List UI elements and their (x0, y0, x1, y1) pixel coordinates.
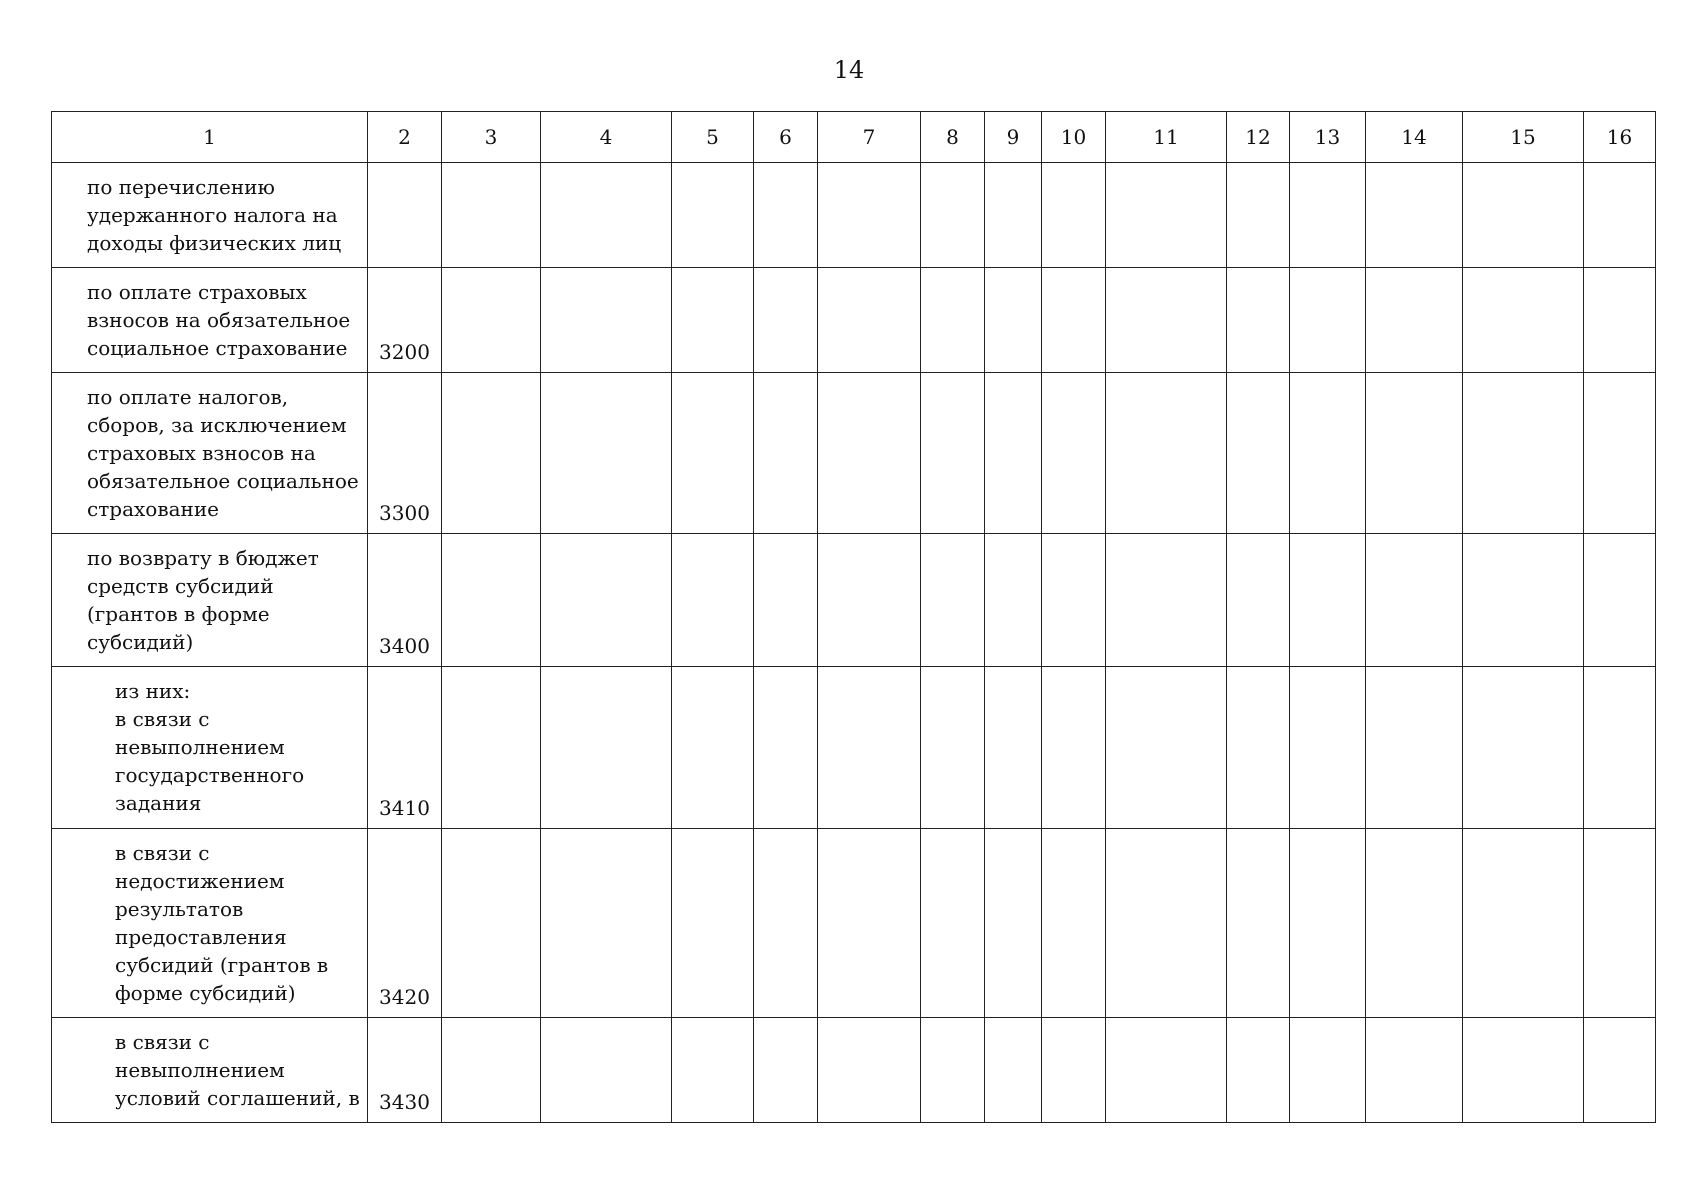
table-row (52, 667, 1656, 829)
data-cell[interactable] (754, 829, 818, 1018)
column-header: 7 (818, 112, 921, 163)
data-cell[interactable] (1290, 829, 1366, 1018)
data-cell[interactable] (1290, 534, 1366, 667)
data-cell[interactable] (672, 534, 754, 667)
data-cell[interactable] (1366, 268, 1463, 373)
data-cell[interactable] (1366, 373, 1463, 534)
table-row (52, 829, 1656, 1018)
data-cell[interactable] (1584, 534, 1656, 667)
data-cell[interactable] (1290, 163, 1366, 268)
data-cell[interactable] (1290, 667, 1366, 829)
data-cell[interactable] (1042, 1018, 1106, 1123)
column-header: 13 (1290, 112, 1366, 163)
data-cell[interactable] (985, 1018, 1042, 1123)
data-cell[interactable] (1042, 534, 1106, 667)
column-header: 10 (1042, 112, 1106, 163)
row-label-line: государственного (115, 763, 305, 787)
data-cell[interactable] (672, 667, 754, 829)
row-label-line: по перечислению (87, 175, 275, 199)
column-header: 16 (1584, 112, 1656, 163)
data-cell[interactable] (985, 534, 1042, 667)
report-table (51, 111, 1656, 1123)
data-cell[interactable] (1106, 163, 1227, 268)
row-label-line: средств субсидий (87, 574, 274, 598)
data-cell[interactable] (1106, 1018, 1227, 1123)
data-cell[interactable] (921, 163, 985, 268)
row-label-line: обязательное социальное (87, 469, 359, 493)
data-cell[interactable] (1227, 534, 1290, 667)
data-cell[interactable] (754, 534, 818, 667)
data-cell[interactable] (541, 667, 672, 829)
row-label-line: субсидий (грантов в (115, 953, 329, 977)
row-code-cell (368, 163, 442, 268)
row-label-line: невыполнением (115, 1058, 285, 1082)
data-cell[interactable] (541, 163, 672, 268)
data-cell[interactable] (1463, 268, 1584, 373)
data-cell[interactable] (921, 1018, 985, 1123)
row-label-line: предоставления (115, 925, 287, 949)
data-cell[interactable] (442, 163, 541, 268)
data-cell[interactable] (818, 534, 921, 667)
row-label-line: условий соглашений, в (115, 1086, 360, 1110)
column-header: 6 (754, 112, 818, 163)
data-cell[interactable] (1227, 1018, 1290, 1123)
row-label-line: форме субсидий) (115, 981, 296, 1005)
header-row (52, 112, 1656, 163)
row-label-line: социальное страхование (87, 336, 348, 360)
column-header: 15 (1463, 112, 1584, 163)
column-header: 8 (921, 112, 985, 163)
row-label-line: из них: (115, 679, 191, 703)
data-cell[interactable] (1042, 163, 1106, 268)
data-cell[interactable] (672, 1018, 754, 1123)
row-label-line: задания (115, 791, 202, 815)
row-label-line: (грантов в форме (87, 602, 270, 626)
data-cell[interactable] (1463, 1018, 1584, 1123)
data-cell[interactable] (442, 373, 541, 534)
data-cell[interactable] (985, 268, 1042, 373)
data-cell[interactable] (1227, 373, 1290, 534)
column-header: 12 (1227, 112, 1290, 163)
data-cell[interactable] (818, 667, 921, 829)
data-cell[interactable] (672, 373, 754, 534)
row-label-line: взносов на обязательное (87, 308, 351, 332)
row-label-line: результатов (115, 897, 244, 921)
data-cell[interactable] (442, 1018, 541, 1123)
data-cell[interactable] (754, 163, 818, 268)
column-header: 14 (1366, 112, 1463, 163)
data-cell[interactable] (754, 373, 818, 534)
column-header: 1 (52, 112, 368, 163)
data-cell[interactable] (1463, 534, 1584, 667)
row-label-line: доходы физических лиц (87, 231, 342, 255)
row-label-line: по оплате страховых (87, 280, 307, 304)
data-cell[interactable] (1463, 163, 1584, 268)
data-cell[interactable] (1584, 667, 1656, 829)
data-cell[interactable] (1290, 373, 1366, 534)
data-cell[interactable] (1227, 829, 1290, 1018)
row-label-cell (52, 163, 368, 268)
data-cell[interactable] (1227, 667, 1290, 829)
row-label-cell (52, 534, 368, 667)
data-cell[interactable] (541, 1018, 672, 1123)
data-cell[interactable] (1584, 1018, 1656, 1123)
data-cell[interactable] (1584, 829, 1656, 1018)
data-cell[interactable] (541, 534, 672, 667)
row-label-line: сборов, за исключением (87, 413, 347, 437)
column-header: 4 (541, 112, 672, 163)
row-label-line: субсидий) (87, 630, 194, 654)
data-cell[interactable] (672, 163, 754, 268)
column-header: 11 (1106, 112, 1227, 163)
data-cell[interactable] (1042, 667, 1106, 829)
row-code-cell: 3430 (368, 1018, 442, 1123)
row-label-line: по возврату в бюджет (87, 546, 319, 570)
data-cell[interactable] (1366, 829, 1463, 1018)
data-cell[interactable] (442, 667, 541, 829)
data-cell[interactable] (1227, 163, 1290, 268)
data-cell[interactable] (921, 534, 985, 667)
data-cell[interactable] (1463, 667, 1584, 829)
row-label-cell (52, 373, 368, 534)
data-cell[interactable] (985, 667, 1042, 829)
row-label-line: страхование (87, 497, 219, 521)
data-cell[interactable] (1366, 667, 1463, 829)
data-cell[interactable] (1584, 163, 1656, 268)
row-label-line: невыполнением (115, 735, 285, 759)
data-cell[interactable] (541, 268, 672, 373)
data-cell[interactable] (754, 268, 818, 373)
data-cell[interactable] (1366, 534, 1463, 667)
row-label-line: в связи с (115, 1030, 210, 1054)
data-cell[interactable] (1463, 829, 1584, 1018)
data-cell[interactable] (1106, 373, 1227, 534)
row-label-line: по оплате налогов, (87, 385, 289, 409)
table-row (52, 163, 1656, 268)
data-cell[interactable] (1042, 829, 1106, 1018)
row-label-line: удержанного налога на (87, 203, 338, 227)
row-label-line: в связи с (115, 707, 210, 731)
data-cell[interactable] (1042, 268, 1106, 373)
row-label-cell (52, 1018, 368, 1123)
data-cell[interactable] (1106, 268, 1227, 373)
data-cell[interactable] (672, 268, 754, 373)
column-header: 2 (368, 112, 442, 163)
data-cell[interactable] (1290, 268, 1366, 373)
data-cell[interactable] (1106, 534, 1227, 667)
table-row (52, 268, 1656, 373)
data-cell[interactable] (818, 373, 921, 534)
data-cell[interactable] (541, 829, 672, 1018)
data-cell[interactable] (754, 1018, 818, 1123)
data-cell[interactable] (921, 667, 985, 829)
data-cell[interactable] (1463, 373, 1584, 534)
row-label-line: страховых взносов на (87, 441, 316, 465)
data-cell[interactable] (1042, 373, 1106, 534)
data-cell[interactable] (921, 373, 985, 534)
data-cell[interactable] (1227, 268, 1290, 373)
data-cell[interactable] (985, 829, 1042, 1018)
row-label-line: в связи с (115, 841, 210, 865)
column-header: 9 (985, 112, 1042, 163)
row-label-cell (52, 667, 368, 829)
data-cell[interactable] (1106, 667, 1227, 829)
row-code-cell: 3420 (368, 829, 442, 1018)
data-cell[interactable] (754, 667, 818, 829)
data-cell[interactable] (1290, 1018, 1366, 1123)
data-cell[interactable] (818, 163, 921, 268)
data-cell[interactable] (1584, 373, 1656, 534)
data-cell[interactable] (442, 534, 541, 667)
row-code-cell: 3400 (368, 534, 442, 667)
data-cell[interactable] (1106, 829, 1227, 1018)
data-cell[interactable] (921, 268, 985, 373)
table-row (52, 373, 1656, 534)
row-code-cell: 3200 (368, 268, 442, 373)
data-cell[interactable] (442, 268, 541, 373)
row-code-cell: 3300 (368, 373, 442, 534)
data-cell[interactable] (818, 268, 921, 373)
row-code-cell: 3410 (368, 667, 442, 829)
column-header: 3 (442, 112, 541, 163)
data-cell[interactable] (921, 829, 985, 1018)
data-cell[interactable] (985, 373, 1042, 534)
table-row (52, 1018, 1656, 1123)
row-label-cell (52, 268, 368, 373)
data-cell[interactable] (818, 1018, 921, 1123)
row-label-cell (52, 829, 368, 1018)
data-cell[interactable] (541, 373, 672, 534)
data-cell[interactable] (1366, 163, 1463, 268)
row-label-line: недостижением (115, 869, 285, 893)
page-number: 14 (833, 56, 865, 84)
data-cell[interactable] (818, 829, 921, 1018)
data-cell[interactable] (985, 163, 1042, 268)
data-cell[interactable] (1584, 268, 1656, 373)
column-header: 5 (672, 112, 754, 163)
data-cell[interactable] (672, 829, 754, 1018)
table-row (52, 534, 1656, 667)
data-cell[interactable] (1366, 1018, 1463, 1123)
data-cell[interactable] (442, 829, 541, 1018)
